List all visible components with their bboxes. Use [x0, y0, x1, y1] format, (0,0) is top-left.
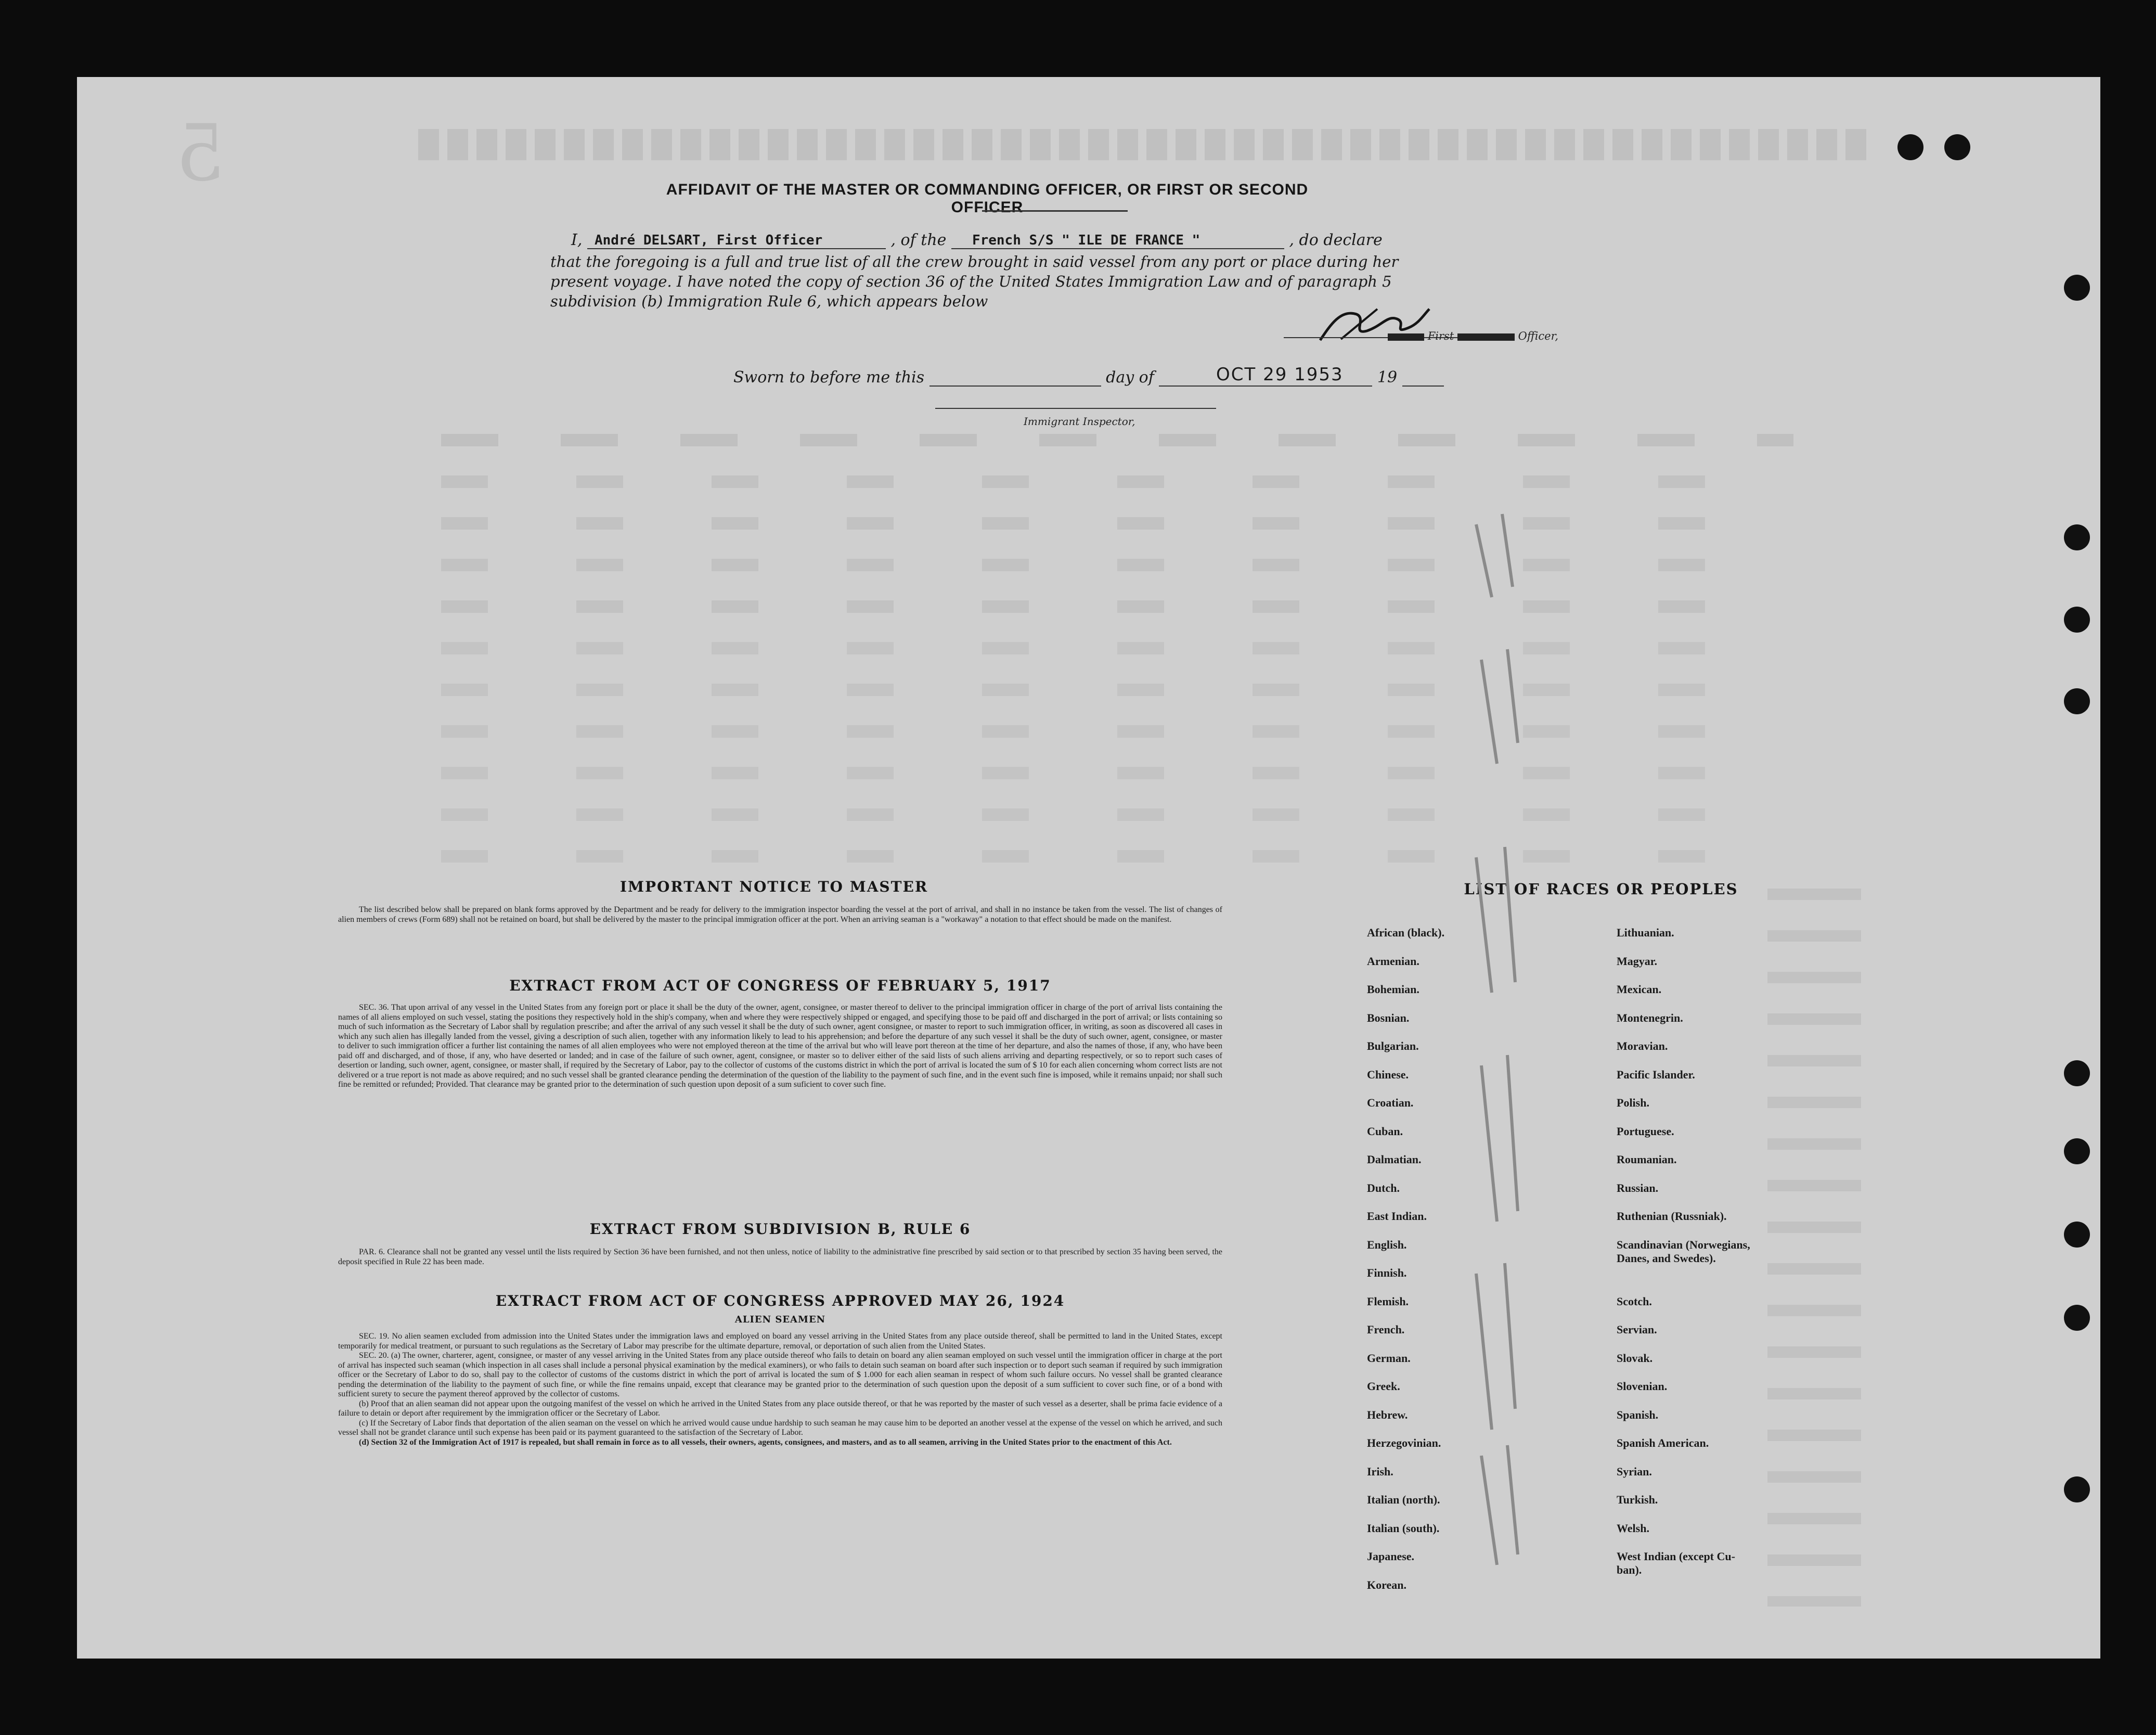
race-item: Dutch.: [1367, 1181, 1400, 1194]
notice-title: IMPORTANT NOTICE TO MASTER: [619, 878, 928, 895]
bleed-through-row: [441, 642, 1793, 654]
extract-1924-paragraphs: [338, 1332, 1222, 1447]
sworn-year-field: [1402, 385, 1444, 387]
race-item: Polish.: [1617, 1096, 1649, 1109]
bleed-through-row: [441, 725, 1793, 738]
punch-hole-icon: [2064, 607, 2090, 633]
bleed-through-header: [410, 129, 1866, 160]
affidavit-line-3: present voyage. I have noted the copy of section 36 of the United States Immigration Law and of paragraph 5: [550, 273, 1392, 290]
race-item: English.: [1367, 1238, 1407, 1251]
race-item: Finnish.: [1367, 1266, 1407, 1279]
races-title: LIST OF RACES OR PEOPLES: [1464, 880, 1738, 898]
punch-hole-icon: [1897, 134, 1923, 160]
extract-1924-paragraph: (d) Section 32 of the Immigration Act of 1917 is repealed, but shall remain in force as to all vessels, their owners, agents, consignees, and masters, and as to all seamen, arriving in the United States prior to the enactment of this Act.: [359, 1437, 1172, 1447]
race-item: Portuguese.: [1617, 1124, 1674, 1138]
race-item: Bohemian.: [1367, 983, 1419, 996]
race-item: Greek.: [1367, 1380, 1400, 1393]
affidavit-line-4: subdivision (b) Immigration Rule 6, which appears below: [550, 292, 988, 310]
inspector-label: Immigrant Inspector,: [1024, 415, 1135, 428]
race-item: Servian.: [1617, 1323, 1657, 1336]
race-item: Moravian.: [1617, 1039, 1668, 1052]
race-item: African (black).: [1367, 926, 1445, 939]
extract-1917-title: EXTRACT FROM ACT OF CONGRESS OF FEBRUARY 5, 1917: [509, 977, 1051, 994]
race-item: Cuban.: [1367, 1124, 1403, 1138]
bleed-through-row: [441, 684, 1793, 696]
race-item: Japanese.: [1367, 1550, 1415, 1563]
sworn-line: [733, 368, 1618, 387]
punch-hole-icon: [2064, 524, 2090, 550]
struck-rank: [1388, 333, 1424, 341]
bleed-through-row: [441, 767, 1793, 779]
extract-1924-subtitle: ALIEN SEAMEN: [734, 1314, 826, 1325]
race-item: Italian (north).: [1367, 1493, 1440, 1506]
race-item: East Indian.: [1367, 1210, 1427, 1223]
extract-1924-paragraph: SEC. 20. (a) The owner, charterer, agent, consignee, or master of any vessel arriving in the United States from any place outside thereof who fails to detain on board any alien seaman employed on such vessel until the immigration officer in charge at the port of arrival has inspected such seaman (which inspection in all cases shall include a personal physical examination by the medical examiners), or who fails to detain such seaman on board after such inspection or to deport such seaman if required by such immigration officer or the Secretary of Labor to do so, shall pay to the collector of customs of the customs district in which the port of arrival is located the sum of $ 1.000 for each alien seaman in respect of whom such failure occurs. No vessel shall be granted clearance pending the determination of the liability to the payment of such fine, or while the fine remains unpaid, except that clearance may be granted prior to the determination of such question upon the deposit of a sum sufficient to cover such fine, or of a bond with sufficient surety to secure the payment thereof approved by the collector of customs.: [338, 1351, 1222, 1398]
race-item: Ruthenian (Russniak).: [1617, 1210, 1727, 1223]
race-item: Russian.: [1617, 1181, 1659, 1194]
sworn-date-field: [1159, 385, 1372, 387]
bleed-through-row: [441, 559, 1793, 571]
affidavit-title: AFFIDAVIT OF THE MASTER OR COMMANDING OFFICER, OR FIRST OR SECOND OFFICER: [666, 181, 1309, 216]
bleed-through-row: [441, 850, 1793, 863]
extract-1924-title: EXTRACT FROM ACT OF CONGRESS APPROVED MAY 26, 1924: [495, 1292, 1065, 1309]
race-item: Korean.: [1367, 1578, 1406, 1591]
officer-label-row: [1388, 330, 1558, 342]
affidavit-line-2: that the foregoing is a full and true list of all the crew brought in said vessel from any port or place during her: [550, 253, 1399, 271]
race-item: Hebrew.: [1367, 1408, 1408, 1421]
race-item: Pacific Islander.: [1617, 1068, 1695, 1081]
races-right-column: [1617, 926, 1866, 1607]
officer-suffix-label: Officer,: [1518, 330, 1559, 342]
punch-hole-icon: [2064, 1222, 2090, 1248]
race-item: Bosnian.: [1367, 1011, 1410, 1024]
punch-hole-icon: [2064, 688, 2090, 714]
race-item: Bulgarian.: [1367, 1039, 1419, 1052]
punch-hole-icon: [2064, 1476, 2090, 1502]
officer-first-label: First: [1427, 330, 1454, 342]
race-item: Scandinavian (Norwegians, Danes, and Swedes).: [1617, 1238, 1750, 1265]
bleed-through-row: [441, 475, 1793, 488]
inspector-signature-line: [935, 408, 1216, 409]
race-item: Armenian.: [1367, 954, 1419, 968]
punch-hole-icon: [1944, 134, 1970, 160]
extract-1917-body: SEC. 36. That upon arrival of any vessel in the United States from any foreign port or place it shall be the duty of the owner, agent, consignee, or master thereof to deliver to the principal immigration officer in charge of the port of arrival lists containing the names of all aliens employed on such vessel, stating the positions they respectively hold in the ship's company, when and where they were respectively shipped or engaged, and specifying those to be paid off and discharged in the port of arrival; or lists containing so much of such information as the Secretary of Labor shall by regulation prescribe; and after the arrival of any such vessel it shall be the duty of such owner, agent consignee, or master to report to such immigration officer, in writing, as soon as discovered all cases in which any such alien has illegally landed from the vessel, giving a description of such alien, together with any information likely to lead to his apprehension; and before the departure of any such vessel it shall be the duty of such owner, agent, consignee, or master to deliver to such immigration officer a further list containing the names of all alien employees who were not employed thereon at the time of the arrival but who will leave port thereon at the time of her departure, and also the names of those, if any, who have been paid off and discharged, and of those, if any, who have deserted or landed; and in case of the failure of such owner, agent, consignee, or master so to deliver either of the said lists of such aliens arriving and departing respectively, or so to report such cases of desertion or landing, such owner, agent, consignee, or master shall, if required by the Secretary of Labor, pay to the collector of customs of the customs district in which the port of arrival is located the sum of $ 10 for each alien concerning whom correct lists are not delivered or a true report is not made as above required; and no such vessel shall be granted clearance pending the determination of the question of the liability to the payment of such fine, and in the event such fine is imposed, while it remains unpaid; nor shall such fine be remitted or refunded; Provided. That clearance may be granted prior to the determination of such question upon deposit of a sum suficient to cover such fine.: [338, 1003, 1222, 1089]
race-item: Turkish.: [1617, 1493, 1658, 1506]
sworn-day-field: [929, 385, 1101, 387]
manifest-page: [77, 77, 2100, 1659]
vessel-name: French S/S " ILE DE FRANCE ": [951, 233, 1284, 249]
extract-1924-paragraph: (b) Proof that an alien seaman did not appear upon the outgoing manifest of the vessel on which he arrived in the United States from any place outside thereof, or that he was reported by the master of such vessel as a deserter, shall be prima facie evidence of a failure to detain or deport after requirement by the immigration officer or the Secretary of Labor.: [338, 1399, 1222, 1418]
extract-1924-paragraph: (c) If the Secretary of Labor finds that deportation of the alien seaman on the vessel on which he arrived would cause undue hardship to such seaman he may cause him to be deported an another vessel at the expense of the vessel on which he arrived, and such vessel shall not be grandet clarance until such expense has been paid or its payment guaranteed to the satisfaction of the Secretary of Labor.: [338, 1418, 1222, 1437]
title-underline: [982, 210, 1128, 212]
date-stamp: OCT 29 1953: [1216, 364, 1344, 385]
race-item: Italian (south).: [1367, 1521, 1440, 1535]
i-label: I,: [571, 231, 583, 249]
race-item: Spanish.: [1617, 1408, 1659, 1421]
sworn-prefix: Sworn to before me this: [733, 368, 925, 387]
punch-hole-icon: [2064, 1138, 2090, 1164]
bleed-through-row: [441, 517, 1793, 530]
race-item: Lithuanian.: [1617, 926, 1674, 939]
race-item: Roumanian.: [1617, 1153, 1677, 1166]
race-item: Irish.: [1367, 1464, 1393, 1478]
handwritten-marks: [1461, 493, 1575, 1586]
bleed-through-numeral: 5: [176, 108, 226, 199]
extract-rule6-body: PAR. 6. Clearance shall not be granted any vessel until the lists required by Section 36 have been furnished, and not then unless, notice of liability to the administrative fine prescribed by said section or to that prescribed by section 35 having been served, the deposit specified in Rule 22 has been made.: [338, 1248, 1222, 1266]
race-item: Welsh.: [1617, 1521, 1649, 1535]
race-item: Slovak.: [1617, 1351, 1653, 1365]
race-item: Mexican.: [1617, 983, 1662, 996]
signature-icon: [1310, 293, 1435, 356]
bleed-through-row: [441, 600, 1793, 613]
year-prefix: 19: [1377, 368, 1398, 387]
extract-rule6-title: EXTRACT FROM SUBDIVISION B, RULE 6: [589, 1220, 971, 1238]
race-item: Slovenian.: [1617, 1380, 1668, 1393]
race-item: Croatian.: [1367, 1096, 1414, 1109]
race-item: Flemish.: [1367, 1294, 1409, 1308]
day-of-label: day of: [1106, 368, 1154, 387]
race-item: Chinese.: [1367, 1068, 1409, 1081]
race-item: French.: [1367, 1323, 1405, 1336]
punch-hole-icon: [2064, 275, 2090, 301]
affidavit-line-1: [550, 231, 1435, 249]
of-the-label: , of the: [890, 231, 947, 249]
race-item: Spanish American.: [1617, 1436, 1709, 1449]
race-item: Herzegovinian.: [1367, 1436, 1441, 1449]
bleed-through-row: [441, 808, 1793, 821]
race-item: Syrian.: [1617, 1464, 1652, 1478]
declarant-name: André DELSART, First Officer: [587, 233, 886, 249]
extract-1924-paragraph: SEC. 19. No alien seamen excluded from admission into the United States under the immigration laws and employed on board any vessel arriving in the United States from any place outside thereof, shall be permitted to land in the United States, except temporarily for medical treatment, or pursuant to such regulations as the Secretary of Labor may prescribe for the ultimate departure, removal, or deportation of such alien from the United States.: [338, 1332, 1222, 1351]
race-item: Magyar.: [1617, 954, 1658, 968]
punch-hole-icon: [2064, 1305, 2090, 1331]
race-item: German.: [1367, 1351, 1411, 1365]
race-item: Dalmatian.: [1367, 1153, 1422, 1166]
struck-rank: [1457, 333, 1515, 341]
race-item: Montenegrin.: [1617, 1011, 1683, 1024]
bleed-through-row: [441, 434, 1793, 446]
punch-hole-icon: [2064, 1060, 2090, 1086]
race-item: Scotch.: [1617, 1294, 1652, 1308]
do-declare-label: , do declare: [1289, 231, 1383, 249]
race-item: West Indian (except Cu- ban).: [1617, 1550, 1735, 1576]
notice-body: The list described below shall be prepared on blank forms approved by the Department and be ready for delivery to the immigration inspector boarding the vessel at the port of arrival, and shall in no instance be taken from the vessel. The list of changes of alien members of crews (Form 689) shall not be retained on board, but shall be delivered by the master to the principal immigration officer at the port. When an arriving seaman is a "workaway" a notation to that effect should be made on the manifest.: [338, 905, 1222, 924]
